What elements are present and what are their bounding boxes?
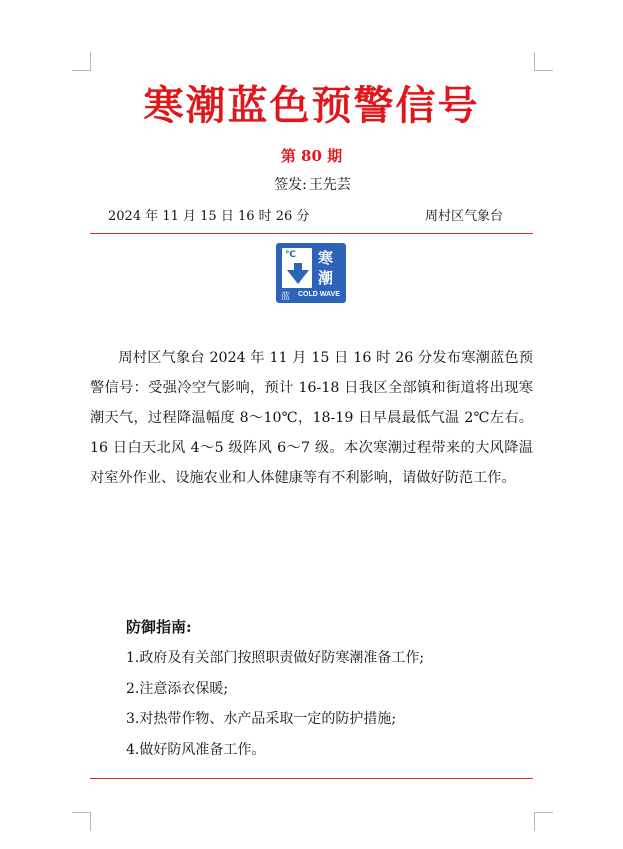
footer-divider (90, 778, 533, 779)
signer-label: 签发: (274, 177, 307, 193)
issue-datetime: 2024 年 11 月 15 日 16 时 26 分 (108, 209, 310, 224)
defense-guide-list (126, 643, 424, 765)
list-item: 2.注意添衣保暖; (126, 680, 229, 697)
degree-symbol: ℃ (285, 250, 296, 260)
crop-mark-bottom-left (72, 812, 91, 831)
defense-guide-title: 防御指南: (126, 618, 192, 636)
issue-number: 第 80 期 (280, 147, 343, 165)
badge-english-label: COLD WAVE (298, 291, 340, 298)
list-item: 4.做好防风准备工作。 (126, 741, 266, 758)
issuing-office: 周村区气象台 (425, 209, 504, 224)
document-title: 寒潮蓝色预警信号 (143, 82, 480, 129)
signer-line (0, 174, 623, 194)
signer-name: 王先芸 (308, 177, 351, 193)
badge-char-2: 潮 (318, 269, 334, 287)
badge-char-1: 寒 (318, 249, 334, 267)
crop-mark-top-left (72, 52, 91, 71)
warning-body-paragraph: 周村区气象台 2024 年 11 月 15 日 16 时 26 分发布寒潮蓝色预警信号：受强冷空气影响，预计 16-18 日我区全部镇和街道将出现寒潮天气，过程降温幅度 8～10℃，18-19 日早晨最低气温 2℃左右。16 日白天北风 4～5 级阵风 6～7 级。本次寒潮过程带来的大风降温对室外作业、设施农业和人体健康等有不利影响，请做好防范工作。 (90, 350, 533, 486)
list-item: 1.政府及有关部门按照职责做好防寒潮准备工作; (126, 650, 425, 666)
down-arrow-icon (286, 251, 310, 285)
cold-wave-blue-warning-icon (276, 243, 346, 303)
header-divider (90, 233, 533, 234)
list-item: 3.对热带作物、水产品采取一定的防护措施; (126, 711, 397, 727)
crop-mark-top-right (534, 52, 553, 71)
crop-mark-bottom-right (534, 812, 553, 831)
badge-color-char: 蓝 (281, 292, 291, 302)
